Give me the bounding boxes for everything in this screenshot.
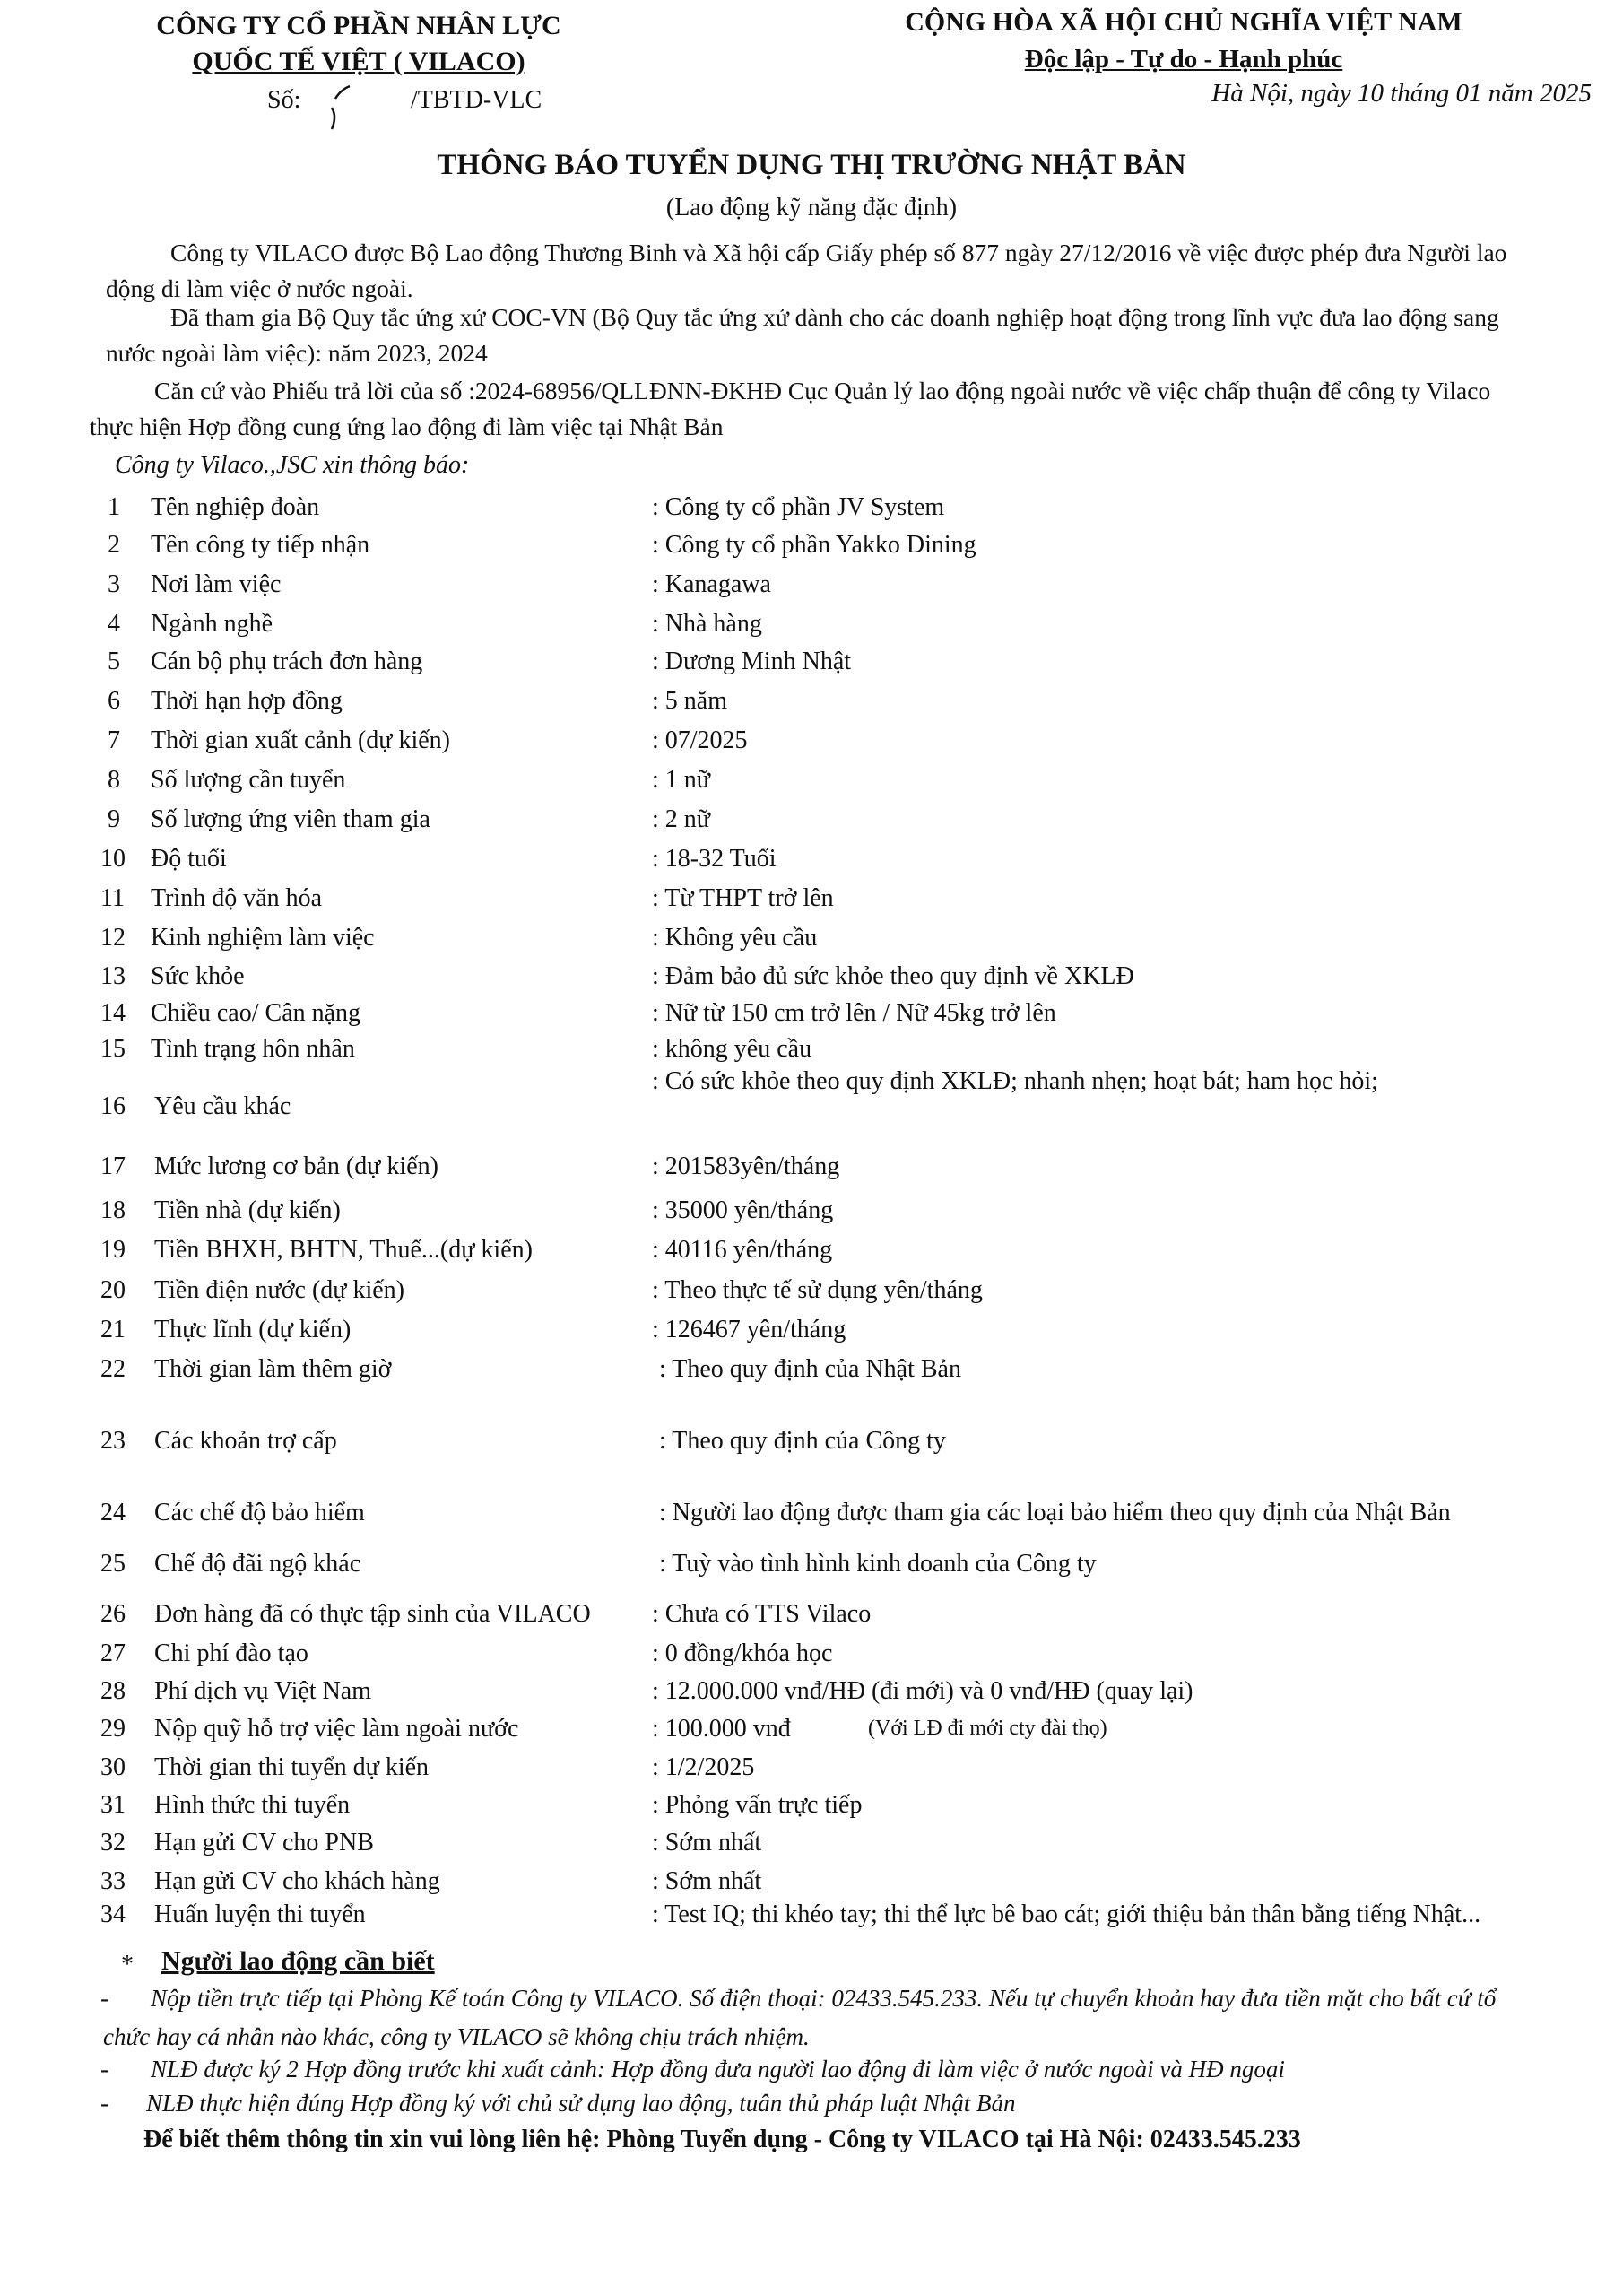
item-number: 26 (100, 1600, 126, 1628)
item-label: Chế độ đãi ngộ khác (154, 1550, 361, 1578)
bullet-dash: - (100, 2056, 109, 2083)
notes-heading: Người lao động cần biết (161, 1946, 435, 1976)
item-label: Yêu cầu khác (154, 1092, 291, 1120)
item-label: Các chế độ bảo hiểm (154, 1499, 365, 1526)
item-label: Chi phí đào tạo (154, 1639, 308, 1667)
announce-line: Công ty Vilaco.,JSC xin thông báo: (115, 451, 470, 479)
item-number: 11 (100, 884, 125, 912)
item-number: 2 (108, 531, 120, 559)
item-label: Cán bộ phụ trách đơn hàng (151, 648, 423, 675)
contact-line: Để biết thêm thông tin xin vui lòng liên hệ: Phòng Tuyển dụng - Công ty VILACO tại Hà Nội: 02433.545.233 (143, 2126, 1301, 2153)
item-label: Kinh nghiệm làm việc (151, 924, 375, 952)
item-number: 19 (100, 1236, 126, 1264)
item-label: Huấn luyện thi tuyển (154, 1900, 366, 1928)
item-value: : Tuỳ vào tình hình kinh doanh của Công ty (659, 1550, 1097, 1578)
item-label: Sức khỏe (151, 962, 245, 990)
item-value: : Theo quy định của Nhật Bản (659, 1355, 961, 1383)
item-label: Thực lĩnh (dự kiến) (154, 1316, 352, 1344)
item-note: (Với LĐ đi mới cty đài thọ) (868, 1717, 1107, 1740)
item-number: 4 (108, 610, 120, 638)
item-number: 24 (100, 1499, 126, 1526)
item-number: 14 (100, 999, 126, 1027)
item-label: Số lượng ứng viên tham gia (151, 805, 430, 833)
item-value: : 40116 yên/tháng (652, 1236, 833, 1264)
item-label: Thời hạn hợp đồng (151, 687, 343, 715)
item-value: : Nhà hàng (652, 610, 762, 638)
item-label: Nộp quỹ hỗ trợ việc làm ngoài nước (154, 1715, 519, 1743)
item-value: : Công ty cổ phần Yakko Dining (652, 531, 976, 559)
company-name-line2: QUỐC TẾ VIỆT ( VILACO) (192, 47, 525, 76)
item-label: Phí dịch vụ Việt Nam (154, 1677, 372, 1705)
item-number: 18 (100, 1196, 126, 1224)
item-value: : Không yêu cầu (652, 924, 818, 952)
item-number: 8 (108, 766, 120, 794)
note-payment-cont: chức hay cá nhân nào khác, công ty VILACO sẽ không chịu trách nhiệm. (103, 2023, 810, 2050)
item-value: : 1 nữ (652, 766, 710, 794)
item-value: : 100.000 vnđ (652, 1715, 791, 1743)
item-value: : Theo quy định của Công ty (659, 1427, 946, 1455)
item-number: 28 (100, 1677, 126, 1705)
item-label: Trình độ văn hóa (151, 884, 323, 912)
item-number: 9 (108, 805, 120, 833)
item-value: : 1/2/2025 (652, 1753, 755, 1781)
item-label: Tiền nhà (dự kiến) (154, 1196, 341, 1224)
item-label: Tình trạng hôn nhân (151, 1035, 355, 1063)
item-label: Tiền BHXH, BHTN, Thuế...(dự kiến) (154, 1236, 533, 1264)
note-compliance: NLĐ thực hiện đúng Hợp đồng ký với chủ sử dụng lao động, tuân thủ pháp luật Nhật Bản (146, 2090, 1016, 2117)
item-value: : Đảm bảo đủ sức khỏe theo quy định về XKLĐ (652, 962, 1134, 990)
item-value: : 0 đồng/khóa học (652, 1639, 833, 1667)
item-label: Hình thức thi tuyển (154, 1791, 351, 1819)
item-label: Thời gian thi tuyển dự kiến (154, 1753, 430, 1781)
item-value: : Công ty cổ phần JV System (652, 493, 945, 521)
item-value: : Nữ từ 150 cm trở lên / Nữ 45kg trở lên (652, 999, 1056, 1027)
item-value: : Từ THPT trở lên (652, 884, 834, 912)
item-number: 22 (100, 1355, 126, 1383)
item-label: Số lượng cần tuyển (151, 766, 346, 794)
item-label: Tên nghiệp đoàn (151, 493, 320, 521)
item-label: Tiền điện nước (dự kiến) (154, 1276, 404, 1304)
item-number: 25 (100, 1550, 126, 1578)
item-number: 32 (100, 1829, 126, 1857)
bullet-dash: - (100, 2090, 109, 2118)
item-number: 33 (100, 1867, 126, 1895)
star-marker: * (121, 1951, 134, 1979)
item-number: 27 (100, 1639, 126, 1667)
note-contracts: NLĐ được ký 2 Hợp đồng trước khi xuất cảnh: Hợp đồng đưa người lao động đi làm việc ở nước ngoài và HĐ ngoại (151, 2056, 1285, 2083)
item-number: 3 (108, 570, 120, 598)
intro-coc: Đã tham gia Bộ Quy tắc ứng xử COC-VN (Bộ Quy tắc ứng xử dành cho các doanh nghiệp hoạt động trong lĩnh vực đưa lao động sang nước ngoài làm việc): năm 2023, 2024 (106, 303, 1499, 367)
item-number: 20 (100, 1276, 126, 1304)
item-number: 29 (100, 1715, 126, 1743)
note-payment: Nộp tiền trực tiếp tại Phòng Kế toán Công ty VILACO. Số điện thoại: 02433.545.233. Nếu tự chuyển khoản hay đưa tiền mặt cho bất cứ tổ (151, 1985, 1497, 2012)
item-label: Mức lương cơ bản (dự kiến) (154, 1152, 438, 1180)
item-value: : 12.000.000 vnđ/HĐ (đi mới) và 0 vnđ/HĐ (quay lại) (652, 1677, 1193, 1705)
item-number: 21 (100, 1316, 126, 1344)
company-name-line1: CÔNG TY CỔ PHẦN NHÂN LỰC (156, 11, 561, 40)
document-date: Hà Nội, ngày 10 tháng 01 năm 2025 (1211, 79, 1592, 108)
item-label: Nơi làm việc (151, 570, 282, 598)
item-label: Tên công ty tiếp nhận (151, 531, 370, 559)
item-number: 12 (100, 924, 126, 952)
national-motto: Độc lập - Tự do - Hạnh phúc (1024, 45, 1343, 74)
item-label: Chiều cao/ Cân nặng (151, 999, 361, 1027)
item-number: 23 (100, 1427, 126, 1455)
item-value: : Test IQ; thi khéo tay; thi thể lực bê bao cát; giới thiệu bản thân bằng tiếng Nhật... (652, 1900, 1481, 1928)
item-label: Độ tuổi (151, 845, 227, 873)
item-value: : Có sức khỏe theo quy định XKLĐ; nhanh nhẹn; hoạt bát; ham học hỏi; (652, 1067, 1378, 1095)
item-value: : Dương Minh Nhật (652, 648, 852, 675)
item-value: : 126467 yên/tháng (652, 1316, 846, 1344)
item-number: 31 (100, 1791, 126, 1819)
document-number-suffix: /TBTD-VLC (411, 86, 542, 114)
bullet-dash: - (100, 1985, 109, 2013)
item-number: 16 (100, 1092, 126, 1120)
document-title: THÔNG BÁO TUYỂN DỤNG THỊ TRƯỜNG NHẬT BẢN (437, 149, 1186, 181)
item-value: : 5 năm (652, 687, 727, 715)
intro-approval: Căn cứ vào Phiếu trả lời của số :2024-68956/QLLĐNN-ĐKHĐ Cục Quản lý lao động ngoài nước về việc chấp thuận để công ty Vilaco thực hiện Hợp đồng cung ứng lao động đi làm việc tại Nhật Bản (90, 377, 1491, 440)
item-value: : Sớm nhất (652, 1829, 762, 1857)
item-label: Các khoản trợ cấp (154, 1427, 337, 1455)
item-label: Hạn gửi CV cho PNB (154, 1829, 374, 1857)
item-number: 6 (108, 687, 120, 715)
item-label: Thời gian xuất cảnh (dự kiến) (151, 726, 450, 754)
document-subtitle: (Lao động kỹ năng đặc định) (665, 194, 958, 222)
item-number: 5 (108, 648, 120, 675)
item-value: : không yêu cầu (652, 1035, 812, 1063)
item-value: : Phỏng vấn trực tiếp (652, 1791, 863, 1819)
document-number-label: Số: (267, 86, 301, 114)
item-number: 10 (100, 845, 126, 873)
item-value: : 07/2025 (652, 726, 748, 754)
handwritten-number-mark (323, 77, 368, 140)
item-value: : Theo thực tế sử dụng yên/tháng (652, 1276, 983, 1304)
item-number: 15 (100, 1035, 126, 1063)
item-value: : 35000 yên/tháng (652, 1196, 834, 1224)
item-value: : Sớm nhất (652, 1867, 762, 1895)
item-label: Thời gian làm thêm giờ (154, 1355, 392, 1383)
item-value: : 18-32 Tuổi (652, 845, 777, 873)
intro-license: Công ty VILACO được Bộ Lao động Thương Binh và Xã hội cấp Giấy phép số 877 ngày 27/12/2016 về việc được phép đưa Người lao động đi làm việc ở nước ngoài. (106, 239, 1507, 302)
item-value: : Người lao động được tham gia các loại bảo hiểm theo quy định của Nhật Bản (659, 1499, 1451, 1526)
item-number: 34 (100, 1900, 126, 1928)
item-number: 13 (100, 962, 126, 990)
item-number: 1 (108, 493, 120, 521)
item-value: : 2 nữ (652, 805, 710, 833)
item-value: : Chưa có TTS Vilaco (652, 1600, 872, 1628)
item-number: 17 (100, 1152, 126, 1180)
item-label: Đơn hàng đã có thực tập sinh của VILACO (154, 1600, 591, 1628)
item-label: Ngành nghề (151, 610, 273, 638)
item-number: 7 (108, 726, 120, 754)
item-label: Hạn gửi CV cho khách hàng (154, 1867, 440, 1895)
country-name: CỘNG HÒA XÃ HỘI CHỦ NGHĨA VIỆT NAM (905, 7, 1462, 37)
item-number: 30 (100, 1753, 126, 1781)
item-value: : Kanagawa (652, 570, 771, 598)
item-value: : 201583yên/tháng (652, 1152, 840, 1180)
